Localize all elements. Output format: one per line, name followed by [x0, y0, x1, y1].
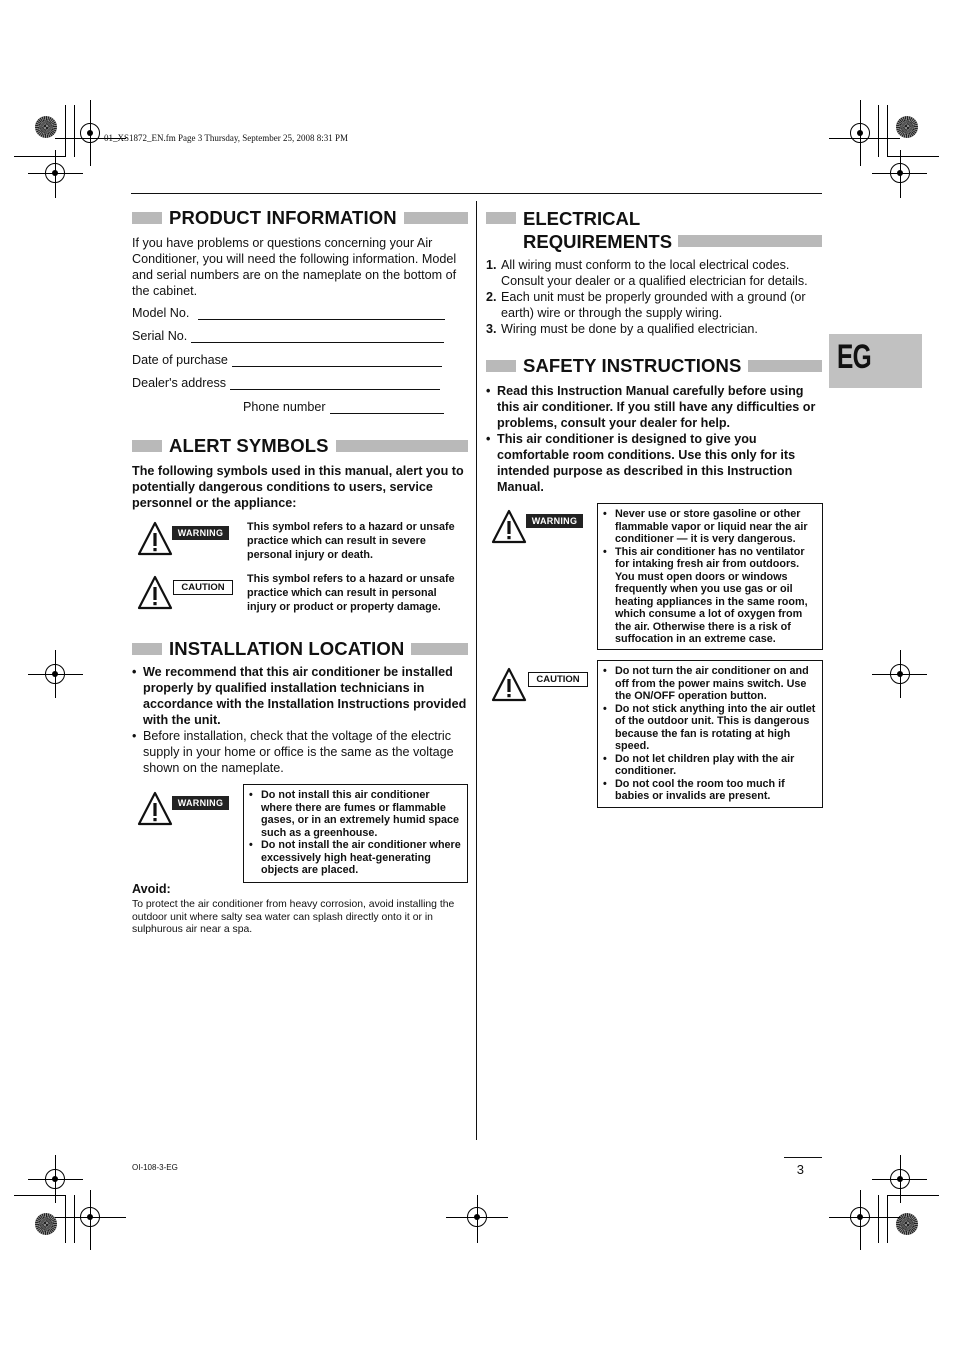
field-blank-line: [330, 401, 444, 414]
product-information-intro: If you have problems or questions concerning your Air Conditioner, you will need the following information. Model and serial numbers are on the nameplate on the bottom of the cabinet.: [132, 236, 457, 298]
warning-badge: WARNING: [172, 526, 229, 540]
warning-triangle-icon: [137, 521, 173, 557]
field-label: Dealer's address: [132, 376, 227, 390]
column-divider: [476, 201, 477, 1140]
safety-warning-box: [597, 503, 823, 650]
heading-bar: [748, 360, 822, 372]
avoid-text: To protect the air conditioner from heavy corrosion, avoid installing the outdoor unit where salty sea water can splash directly onto it or in sulphurous air near a spa.: [132, 899, 455, 936]
page-number: 3: [796, 1162, 804, 1177]
section-title-line: ELECTRICAL: [523, 208, 641, 229]
warning-triangle-icon: [491, 509, 527, 545]
crop-mark: [900, 650, 901, 698]
field-label: Phone number: [243, 400, 326, 414]
heading-bar: [336, 440, 468, 452]
alert-symbols-heading: [132, 435, 468, 457]
list-item: • Do not let children play with the air conditioner.: [603, 753, 818, 778]
list-item: • Do not install the air conditioner where excessively high heat-generating objects are placed.: [249, 839, 463, 877]
list-item: • Do not stick anything into the air outlet of the outdoor unit. This is dangerous because the fan is rotating at high speed.: [603, 703, 818, 753]
list-item: [486, 257, 822, 289]
list-item: [486, 289, 822, 321]
heading-bar: [486, 212, 516, 224]
field-blank-line: [232, 354, 442, 367]
model-no-field: [132, 306, 445, 320]
list-number: 2.: [486, 290, 497, 304]
field-blank-line: [198, 307, 445, 320]
list-number: 1.: [486, 258, 497, 272]
crop-mark: [887, 156, 939, 157]
date-of-purchase-field: [132, 353, 442, 367]
crop-mark: [14, 1195, 66, 1196]
list-item: [486, 321, 822, 337]
warning-symbol-description: This symbol refers to a hazard or unsafe practice which can result in severe personal injury or death.: [247, 521, 455, 561]
field-label: Date of purchase: [132, 353, 228, 367]
page-number-rule: [784, 1157, 822, 1158]
crop-mark: [55, 150, 56, 198]
electrical-requirements-list: [486, 257, 822, 337]
crop-mark: [860, 100, 861, 166]
list-item: • This air conditioner has no ventilator for intaking fresh air from outdoors. You must open doors or windows frequently when you use gas or oil heating appliances in the same room, which consume a lot of oxygen from the air. Otherwise there is a risk of suffocation in an extreme case.: [603, 546, 818, 646]
caution-badge: CAUTION: [173, 580, 233, 595]
section-title: INSTALLATION LOCATION: [169, 638, 405, 659]
crop-mark: [65, 1195, 66, 1243]
crop-mark: [477, 1195, 478, 1243]
crop-mark: [74, 105, 75, 157]
color-rosette-mark: [35, 116, 57, 138]
safety-caution-box: [597, 660, 823, 808]
header-rule: [131, 193, 822, 194]
section-title: PRODUCT INFORMATION: [169, 207, 397, 228]
crop-mark: [900, 150, 901, 198]
list-text: Each unit must be properly grounded with a ground (or earth) wire or through the supply wiring.: [501, 290, 806, 320]
caution-triangle-icon: [491, 667, 527, 703]
heading-bar: [486, 360, 516, 372]
field-blank-line: [191, 330, 444, 343]
crop-mark: [74, 1195, 75, 1243]
list-item: • Never use or store gasoline or other flammable vapor or liquid near the air conditioner — it is very dangerous.: [603, 508, 818, 546]
list-item: • Do not turn the air conditioner on and off from the power mains switch. Use the ON/OFF operation button.: [603, 665, 818, 703]
heading-bar: [132, 643, 162, 655]
warning-triangle-icon: [137, 791, 173, 827]
crop-mark: [887, 105, 888, 157]
caution-badge: CAUTION: [528, 672, 588, 687]
list-item: • Before installation, check that the voltage of the electric supply in your home or office is the same as the voltage shown on the nameplate.: [132, 728, 468, 776]
section-title: SAFETY INSTRUCTIONS: [523, 355, 742, 376]
installation-location-heading: [132, 638, 468, 660]
heading-bar: [411, 643, 468, 655]
safety-instructions-heading: [486, 355, 822, 377]
section-title-line: REQUIREMENTS: [523, 231, 673, 252]
installation-location-list: [132, 664, 468, 776]
warning-badge: WARNING: [172, 796, 229, 810]
language-tab: [829, 334, 922, 388]
crop-mark: [55, 1155, 56, 1203]
crop-mark: [55, 650, 56, 698]
list-item: • Read this Instruction Manual carefully before using this air conditioner. If you still have any difficulties or problems, consult your dealer for help.: [486, 383, 822, 431]
section-title: ALERT SYMBOLS: [169, 435, 329, 456]
list-item: • This air conditioner is designed to give you comfortable room conditions. Use this only for its intended purpose as described in this Instruction Manual.: [486, 431, 822, 495]
crop-mark: [887, 1195, 888, 1243]
crop-mark: [887, 1195, 939, 1196]
list-item: • Do not cool the room too much if babies or invalids are present.: [603, 778, 818, 803]
dealer-address-field: [132, 376, 440, 390]
crop-mark: [65, 105, 66, 157]
file-info: 01_XS1872_EN.fm Page 3 Thursday, September 25, 2008 8:31 PM: [104, 133, 348, 143]
caution-symbol-description: This symbol refers to a hazard or unsafe practice which can result in personal injury or product or property damage.: [247, 573, 455, 613]
safety-instructions-list: [486, 383, 822, 495]
warning-badge: WARNING: [526, 514, 583, 528]
crop-mark: [14, 156, 66, 157]
language-tab-label: EG: [837, 338, 871, 376]
crop-mark: [90, 100, 91, 166]
product-information-heading: [132, 207, 468, 229]
list-item: • Do not install this air conditioner where there are fumes or flammable gases, or in an extremely humid space such as a greenhouse.: [249, 789, 463, 839]
avoid-heading: Avoid:: [132, 882, 171, 896]
color-rosette-mark: [896, 116, 918, 138]
list-text: All wiring must conform to the local electrical codes. Consult your dealer or a qualified electrician for details.: [501, 258, 808, 288]
heading-bar: [404, 212, 468, 224]
serial-no-field: [132, 329, 444, 343]
installation-warning-box: [243, 784, 468, 883]
electrical-requirements-heading: [523, 207, 672, 253]
field-label: Model No.: [132, 306, 190, 320]
heading-bar: [132, 212, 162, 224]
alert-symbols-intro: The following symbols used in this manual, alert you to potentially dangerous conditions to users, service personnel or the appliance:: [132, 464, 464, 510]
document-code: OI-108-3-EG: [132, 1163, 178, 1172]
crop-mark: [90, 1190, 91, 1250]
list-item: • We recommend that this air conditioner be installed properly by qualified installation technicians in accordance with the Installation Instructions provided with the unit.: [132, 664, 468, 728]
crop-mark: [878, 105, 879, 157]
phone-number-field: [243, 400, 444, 414]
list-text: Wiring must be done by a qualified electrician.: [501, 322, 758, 336]
field-label: Serial No.: [132, 329, 188, 343]
caution-triangle-icon: [137, 575, 173, 611]
crop-mark: [860, 1190, 861, 1250]
heading-bar: [132, 440, 162, 452]
field-blank-line: [230, 377, 440, 390]
heading-bar: [678, 235, 822, 247]
crop-mark: [900, 1155, 901, 1203]
crop-mark: [878, 1195, 879, 1243]
color-rosette-mark: [35, 1213, 57, 1235]
list-number: 3.: [486, 322, 497, 336]
